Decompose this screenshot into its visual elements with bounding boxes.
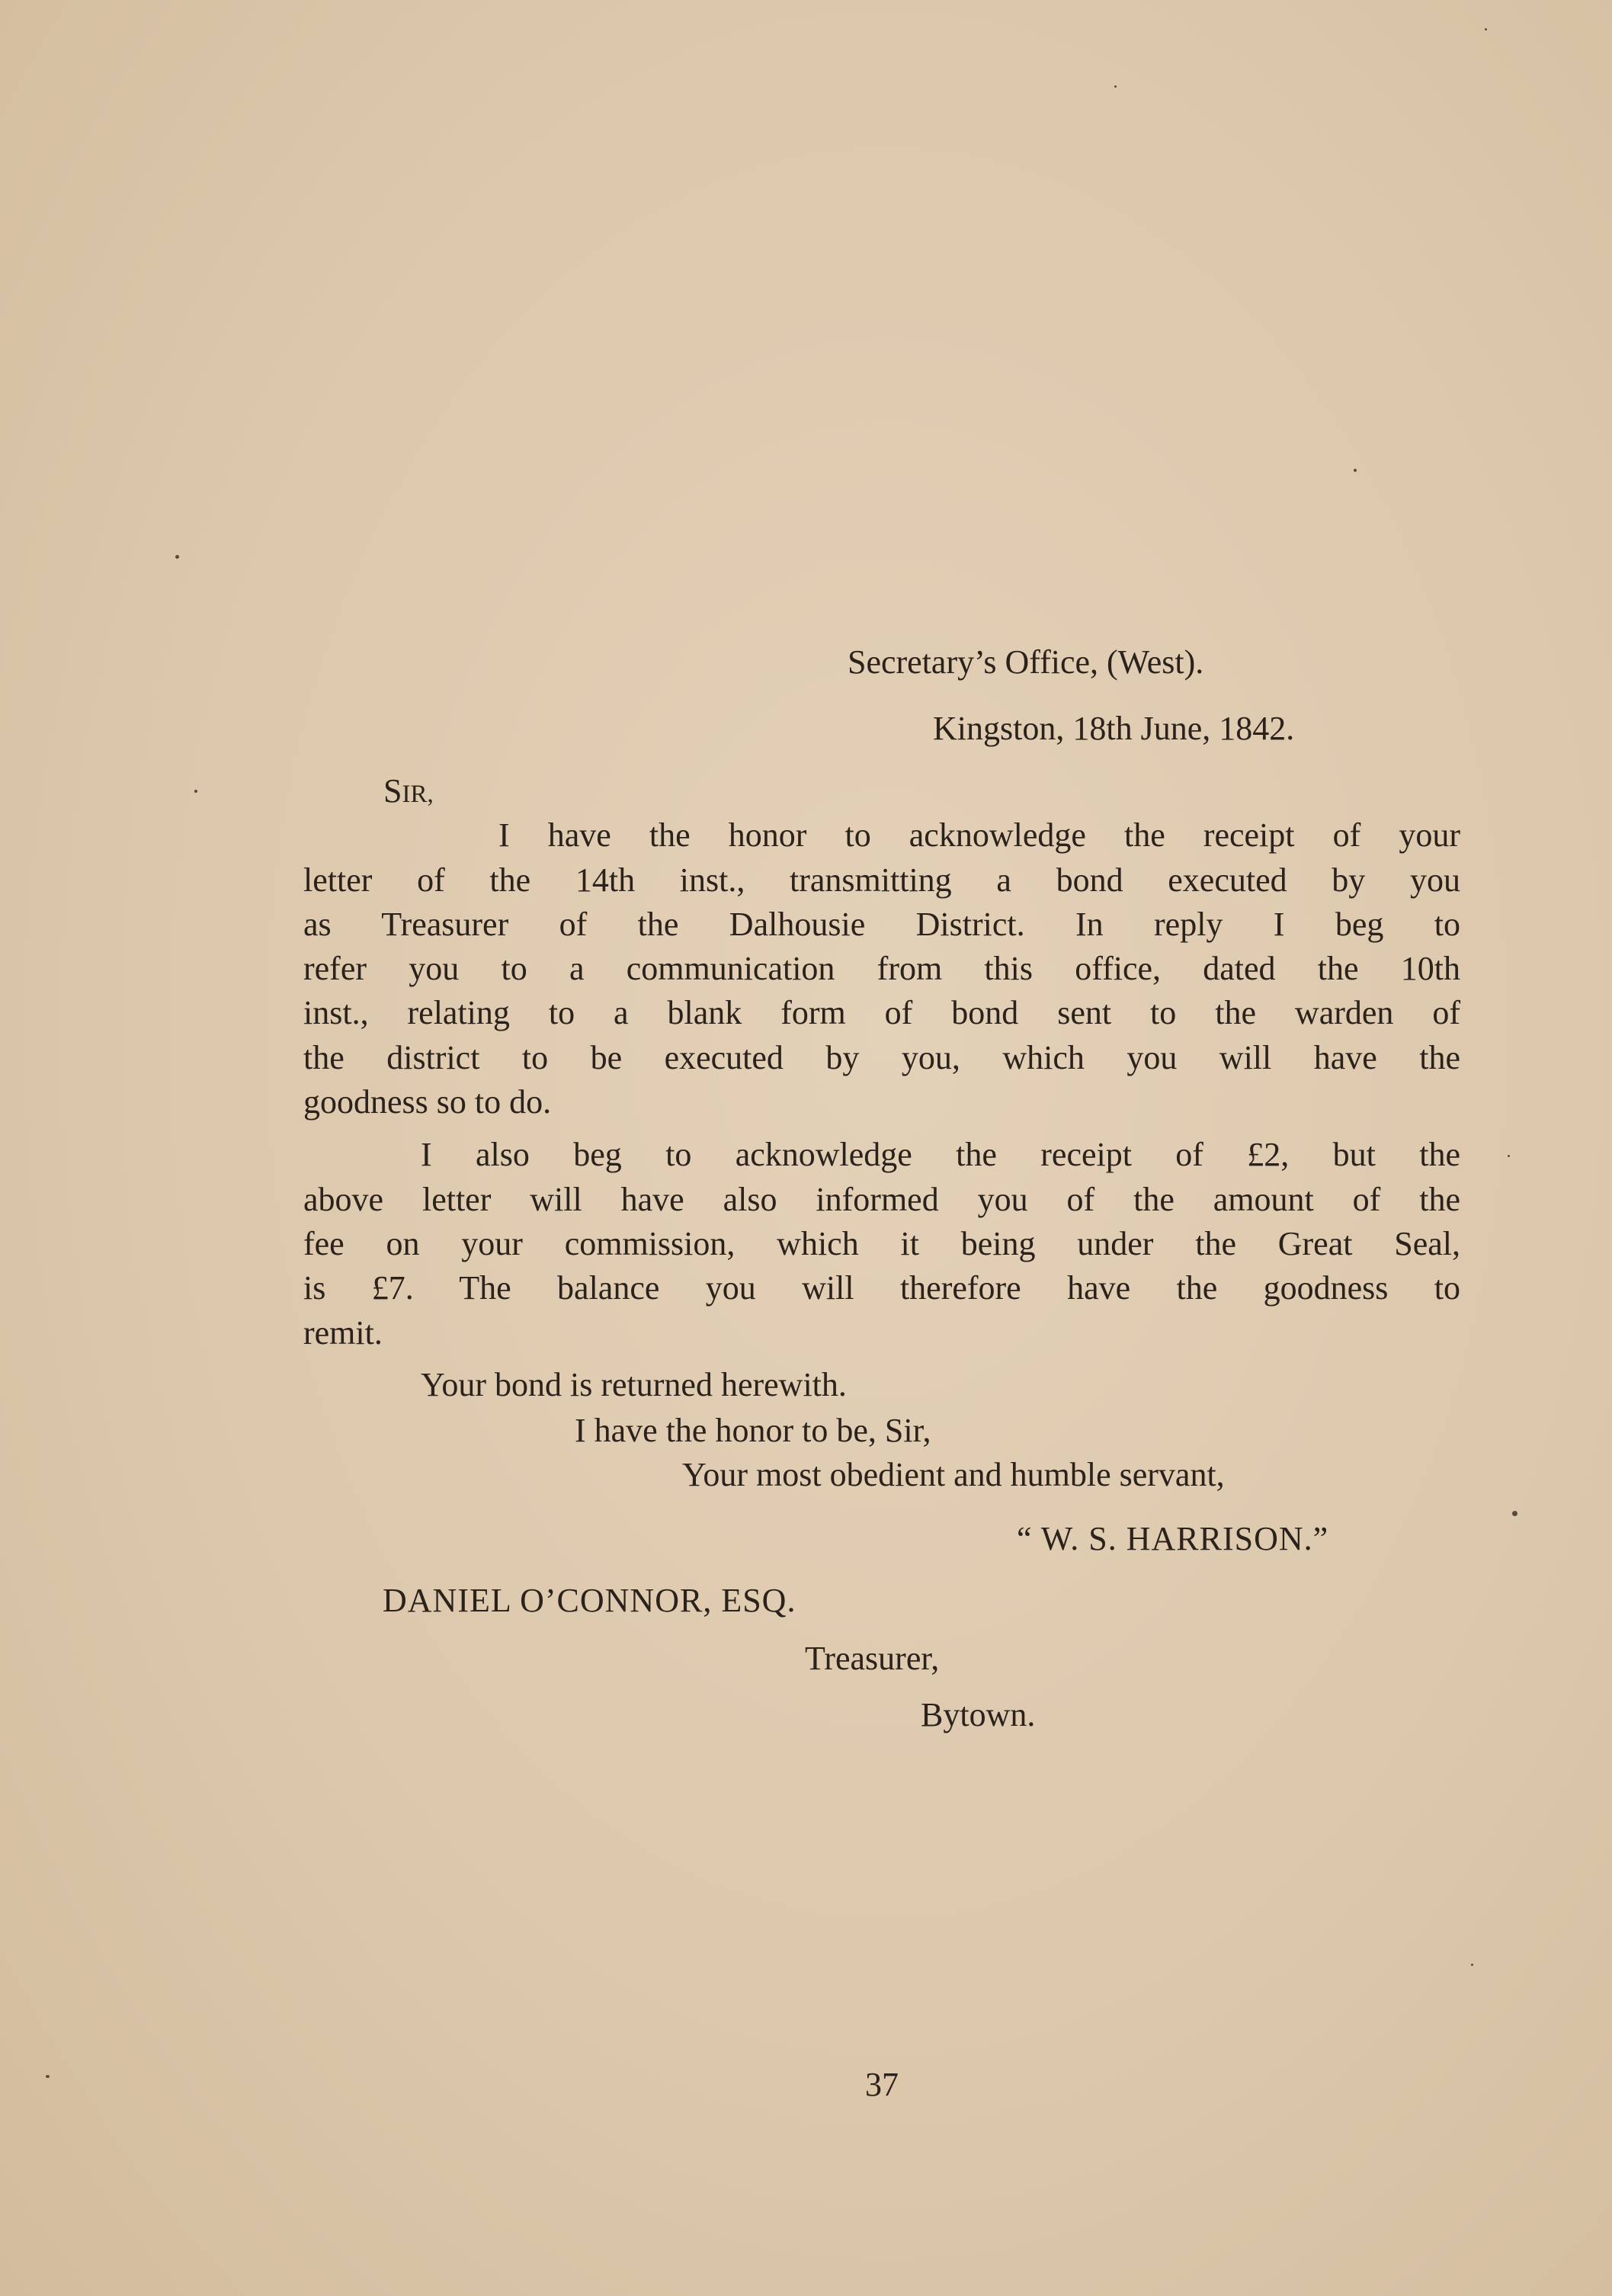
paragraph1-line-1: I have the honor to acknowledge the receipt of your — [498, 816, 1460, 854]
paragraph1-line-2: letter of the 14th inst., transmitting a bond executed by you — [303, 861, 1460, 899]
paragraph1-line-6: the district to be executed by you, which you will have the — [303, 1039, 1460, 1076]
addressee-name: DANIEL O’CONNOR, ESQ. — [383, 1582, 796, 1619]
paragraph2-line-5: remit. — [303, 1314, 383, 1352]
place-date-line: Kingston, 18th June, 1842. — [933, 710, 1295, 747]
salutation — [383, 769, 434, 816]
paper-speck — [175, 555, 179, 559]
paragraph2-line-3: fee on your commission, which it being under the Great Seal, — [303, 1225, 1460, 1262]
paragraph2-line-1: I also beg to acknowledge the receipt of £2, but the — [421, 1136, 1460, 1173]
paragraph1-line-4: refer you to a communication from this office, dated the 10th — [303, 950, 1460, 987]
paragraph1-line-5: inst., relating to a blank form of bond sent to the warden of — [303, 994, 1460, 1031]
paragraph2-line-2: above letter will have also informed you of the amount of the — [303, 1181, 1460, 1218]
addressee-title: Treasurer, — [805, 1640, 940, 1677]
paragraph1-line-7: goodness so to do. — [303, 1083, 552, 1121]
page-number: 37 — [865, 2066, 899, 2103]
paper-speck — [1512, 1511, 1517, 1516]
paragraph2-line-4: is £7. The balance you will therefore have the goodness to — [303, 1269, 1460, 1307]
paper-speck — [1485, 28, 1487, 30]
paragraph3: Your bond is returned herewith. — [421, 1366, 847, 1403]
paper-speck — [1471, 1964, 1473, 1966]
signature: “ W. S. HARRISON.” — [1017, 1520, 1329, 1557]
paper-speck — [194, 790, 197, 793]
paragraph1-line-3: as Treasurer of the Dalhousie District. In reply I beg to — [303, 906, 1460, 943]
paper-speck — [46, 2075, 50, 2078]
salutation-rest: IR, — [402, 781, 434, 808]
salutation-initial: S — [383, 772, 402, 810]
paper-speck — [1114, 85, 1117, 88]
closing-line-2: Your most obedient and humble servant, — [682, 1456, 1225, 1493]
closing-line-1: I have the honor to be, Sir, — [575, 1412, 931, 1449]
office-line: Secretary’s Office, (West). — [848, 643, 1204, 681]
paper-speck — [1354, 469, 1357, 472]
addressee-place: Bytown. — [921, 1696, 1036, 1733]
paper-speck — [1508, 1155, 1510, 1157]
